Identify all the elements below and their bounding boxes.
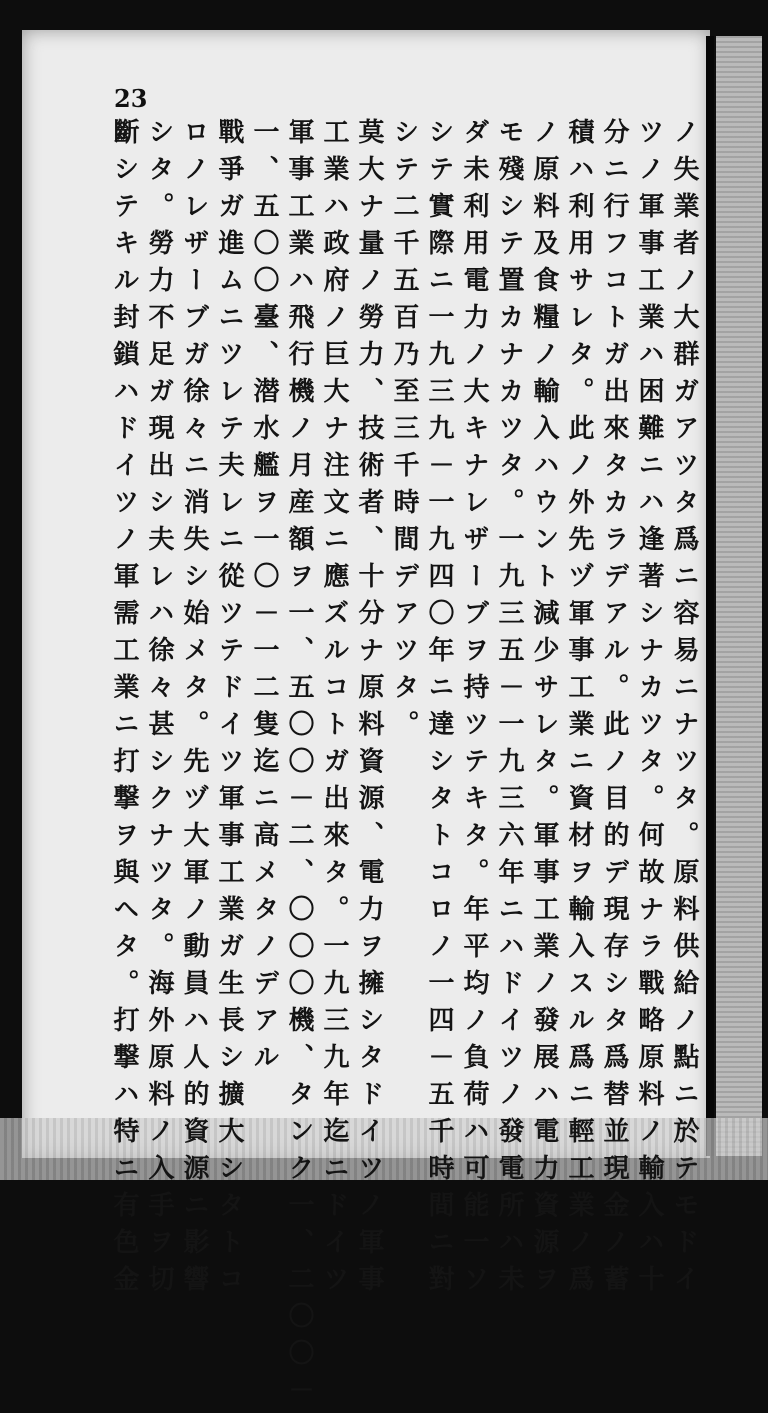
text-column: モ殘シテ置カナカツタ。一九三五－一九三六年ニハドイツノ發電所ハ未	[494, 118, 524, 1302]
page-edges	[716, 36, 762, 1156]
text-column: 一、五〇〇臺、潜水艦ヲ一〇－一二隻迄ニ高メタノデアル	[249, 118, 279, 1080]
text-column: ツノ軍事工業ハ困難ニハ逢著シナカツタ。何故ナラ戰略原料ノ輸入ハ十	[634, 118, 664, 1302]
text-column: 工業ハ政府ノ巨大ナ注文ニ應ズルコトガ出來タ。一九三九年迄ニドイツ	[319, 118, 349, 1302]
text-column: 莫大ナ量ノ勞力、技術者、十分ナ原料資源、電力ヲ擁シタドイツノ軍事	[354, 118, 384, 1302]
text-column: 分ニ行フコトガ出來タカラデアル。此ノ目的デ現存シタ爲替並現金ノ蓄	[599, 118, 629, 1302]
text-column: シタ。勞力不足ガ現出シ夫レハ徐々甚シクナツタ。海外原料ノ入手ヲ切	[144, 118, 174, 1302]
text-column: ノ失業者ノ大群ガアツタ爲ニ容易ニナツタ。原料供給ノ點ニ於テモドイ	[669, 118, 699, 1302]
text-column: ノ原料及食糧ノ輸入ハウント減少サレタ。軍事工業ノ發展ハ電力資源ヲ	[529, 118, 559, 1302]
text-column: 戰爭ガ進ムニツレテ夫レニ從ツテドイツ軍事工業ガ生長シ擴大シタトコ	[214, 118, 244, 1302]
book-spine	[706, 36, 714, 1156]
vertical-text-block	[106, 118, 706, 1413]
text-column: 積ハ利用サレタ。此ノ外先ヅ軍事工業ニ資材ヲ輸入スル爲ニ輕工業ノ爲	[564, 118, 594, 1302]
text-column: 斷シテキル封鎖ハドイツノ軍需工業ニ打撃ヲ與ヘタ。打撃ハ特ニ有色金	[109, 118, 139, 1302]
page-number: 23	[114, 84, 148, 113]
text-column: ダ未利用電力ノ大キナレザーブヲ持ツテキタ。年平均ノ負荷ハ可能一ソ	[459, 118, 489, 1302]
text-column: シテ實際ニ一九三九－一九四〇年ニ達シタトコロノ一四－五千時間ニ對	[424, 118, 454, 1302]
text-column: シテ二千五百乃至三千時間デアツタ。	[389, 118, 419, 747]
text-column: 軍事工業ハ飛行機ノ月産額ヲ一、五〇〇－二、〇〇〇機、タンク一、二〇〇－	[284, 118, 314, 1413]
text-column: ロノレザーブガ徐々ニ消失シ始メタ。先ヅ大軍ノ動員ハ人的資源ニ影響	[179, 118, 209, 1302]
